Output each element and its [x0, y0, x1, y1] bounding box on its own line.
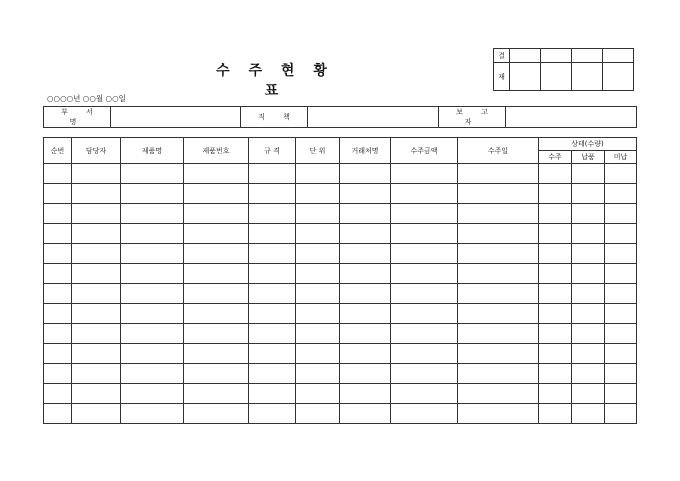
table-cell[interactable] — [572, 364, 605, 384]
table-cell[interactable] — [249, 304, 296, 324]
table-cell[interactable] — [605, 204, 637, 224]
table-cell[interactable] — [539, 164, 572, 184]
table-cell[interactable] — [72, 404, 121, 424]
table-cell[interactable] — [296, 344, 340, 364]
table-cell[interactable] — [121, 184, 184, 204]
table-cell[interactable] — [44, 404, 72, 424]
table-cell[interactable] — [121, 304, 184, 324]
table-cell[interactable] — [184, 224, 249, 244]
table-cell[interactable] — [121, 204, 184, 224]
table-cell[interactable] — [391, 184, 458, 204]
dept-field[interactable] — [111, 107, 241, 128]
table-cell[interactable] — [572, 184, 605, 204]
header-client: 거래처명 — [340, 138, 391, 164]
header-manager: 담당자 — [72, 138, 121, 164]
table-cell[interactable] — [44, 164, 72, 184]
table-cell[interactable] — [572, 304, 605, 324]
table-cell[interactable] — [605, 224, 637, 244]
table-cell[interactable] — [72, 164, 121, 184]
table-cell[interactable] — [605, 284, 637, 304]
table-cell[interactable] — [296, 324, 340, 344]
header-no: 순번 — [44, 138, 72, 164]
header-unit: 단 위 — [296, 138, 340, 164]
position-label: 직 책 — [241, 107, 308, 128]
table-cell[interactable] — [605, 384, 637, 404]
table-cell[interactable] — [391, 304, 458, 324]
dept-label: 부 서 명 — [44, 107, 111, 128]
table-cell[interactable] — [340, 324, 391, 344]
table-cell[interactable] — [458, 284, 539, 304]
header-status-order: 수주 — [539, 151, 572, 164]
table-cell[interactable] — [249, 264, 296, 284]
table-cell[interactable] — [184, 304, 249, 324]
table-cell[interactable] — [44, 184, 72, 204]
table-cell[interactable] — [249, 384, 296, 404]
table-cell[interactable] — [296, 244, 340, 264]
table-row — [44, 184, 637, 204]
table-cell[interactable] — [539, 364, 572, 384]
header-spec: 규 격 — [249, 138, 296, 164]
table-row — [44, 344, 637, 364]
table-cell[interactable] — [340, 384, 391, 404]
document-title: 수 주 현 황 표 — [216, 63, 334, 99]
table-cell[interactable] — [72, 224, 121, 244]
table-row — [44, 164, 637, 184]
table-cell[interactable] — [340, 284, 391, 304]
table-row — [44, 264, 637, 284]
table-cell[interactable] — [184, 244, 249, 264]
table-cell[interactable] — [605, 404, 637, 424]
position-field[interactable] — [308, 107, 439, 128]
table-cell[interactable] — [72, 264, 121, 284]
table-row — [44, 364, 637, 384]
table-row — [44, 384, 637, 404]
table-cell[interactable] — [72, 184, 121, 204]
table-cell[interactable] — [605, 344, 637, 364]
table-cell[interactable] — [391, 244, 458, 264]
table-cell[interactable] — [249, 404, 296, 424]
table-cell[interactable] — [296, 404, 340, 424]
table-cell[interactable] — [44, 244, 72, 264]
approval-head-cell[interactable] — [603, 49, 634, 63]
approval-sign-cell[interactable] — [510, 63, 541, 91]
table-cell[interactable] — [249, 284, 296, 304]
table-cell[interactable] — [121, 404, 184, 424]
table-cell[interactable] — [121, 264, 184, 284]
table-cell[interactable] — [44, 284, 72, 304]
table-cell[interactable] — [572, 384, 605, 404]
table-cell[interactable] — [340, 364, 391, 384]
table-cell[interactable] — [44, 304, 72, 324]
table-cell[interactable] — [340, 204, 391, 224]
table-cell[interactable] — [539, 244, 572, 264]
table-row — [44, 244, 637, 264]
table-cell[interactable] — [296, 384, 340, 404]
table-cell[interactable] — [184, 164, 249, 184]
table-cell[interactable] — [605, 264, 637, 284]
table-cell[interactable] — [296, 204, 340, 224]
table-cell[interactable] — [605, 364, 637, 384]
table-cell[interactable] — [391, 164, 458, 184]
table-cell[interactable] — [121, 164, 184, 184]
table-cell[interactable] — [539, 384, 572, 404]
table-cell[interactable] — [44, 224, 72, 244]
table-cell[interactable] — [391, 384, 458, 404]
table-cell[interactable] — [44, 384, 72, 404]
table-cell[interactable] — [72, 324, 121, 344]
document-date: ○○○○년 ○○월 ○○일 — [47, 94, 126, 103]
table-cell[interactable] — [391, 364, 458, 384]
table-row — [44, 204, 637, 224]
approval-box — [493, 48, 634, 91]
table-cell[interactable] — [72, 384, 121, 404]
table-cell[interactable] — [391, 324, 458, 344]
approval-sign-cell[interactable] — [603, 63, 634, 91]
header-product-name: 제품명 — [121, 138, 184, 164]
table-cell[interactable] — [121, 344, 184, 364]
table-cell[interactable] — [249, 224, 296, 244]
table-cell[interactable] — [458, 324, 539, 344]
table-cell[interactable] — [184, 264, 249, 284]
table-body — [44, 164, 637, 424]
table-cell[interactable] — [458, 204, 539, 224]
table-cell[interactable] — [340, 184, 391, 204]
table-cell[interactable] — [249, 344, 296, 364]
table-cell[interactable] — [249, 184, 296, 204]
table-cell[interactable] — [44, 264, 72, 284]
approval-label-top: 결 — [494, 49, 510, 63]
table-cell[interactable] — [184, 324, 249, 344]
table-cell[interactable] — [458, 164, 539, 184]
table-cell[interactable] — [572, 204, 605, 224]
table-cell[interactable] — [391, 284, 458, 304]
table-cell[interactable] — [184, 204, 249, 224]
table-cell[interactable] — [184, 284, 249, 304]
table-cell[interactable] — [184, 404, 249, 424]
table-cell[interactable] — [458, 404, 539, 424]
table-cell[interactable] — [539, 404, 572, 424]
table-cell[interactable] — [44, 324, 72, 344]
table-cell[interactable] — [184, 384, 249, 404]
table-cell[interactable] — [184, 364, 249, 384]
table-cell[interactable] — [296, 224, 340, 244]
table-cell[interactable] — [605, 244, 637, 264]
table-row — [44, 404, 637, 424]
table-cell[interactable] — [44, 204, 72, 224]
table-cell[interactable] — [391, 264, 458, 284]
order-status-table — [43, 137, 637, 424]
approval-head-cell[interactable] — [541, 49, 572, 63]
table-cell[interactable] — [458, 384, 539, 404]
table-cell[interactable] — [605, 304, 637, 324]
table-row — [44, 304, 637, 324]
table-cell[interactable] — [458, 224, 539, 244]
table-cell[interactable] — [572, 344, 605, 364]
table-cell[interactable] — [340, 224, 391, 244]
table-cell[interactable] — [340, 244, 391, 264]
table-cell[interactable] — [539, 284, 572, 304]
table-cell[interactable] — [539, 224, 572, 244]
table-row — [44, 224, 637, 244]
header-status-delivered: 납품 — [572, 151, 605, 164]
table-cell[interactable] — [296, 264, 340, 284]
approval-head-cell[interactable] — [572, 49, 603, 63]
table-cell[interactable] — [458, 364, 539, 384]
table-cell[interactable] — [572, 404, 605, 424]
table-cell[interactable] — [249, 204, 296, 224]
table-cell[interactable] — [539, 184, 572, 204]
table-cell[interactable] — [340, 304, 391, 324]
table-cell[interactable] — [121, 244, 184, 264]
table-cell[interactable] — [72, 304, 121, 324]
table-cell[interactable] — [44, 364, 72, 384]
table-cell[interactable] — [72, 364, 121, 384]
approval-head-cell[interactable] — [510, 49, 541, 63]
table-cell[interactable] — [72, 244, 121, 264]
table-cell[interactable] — [539, 264, 572, 284]
header-product-no: 제품번호 — [184, 138, 249, 164]
table-cell[interactable] — [296, 164, 340, 184]
table-cell[interactable] — [296, 304, 340, 324]
approval-sign-cell[interactable] — [541, 63, 572, 91]
table-cell[interactable] — [458, 184, 539, 204]
table-cell[interactable] — [249, 244, 296, 264]
table-cell[interactable] — [605, 184, 637, 204]
table-cell[interactable] — [121, 364, 184, 384]
table-cell[interactable] — [296, 184, 340, 204]
table-cell[interactable] — [121, 284, 184, 304]
table-cell[interactable] — [249, 324, 296, 344]
table-cell[interactable] — [572, 264, 605, 284]
table-cell[interactable] — [605, 164, 637, 184]
info-table — [43, 106, 637, 128]
table-cell[interactable] — [340, 344, 391, 364]
table-cell[interactable] — [539, 204, 572, 224]
table-cell[interactable] — [539, 324, 572, 344]
table-cell[interactable] — [340, 164, 391, 184]
table-cell[interactable] — [72, 204, 121, 224]
table-cell[interactable] — [539, 304, 572, 324]
table-cell[interactable] — [72, 344, 121, 364]
table-cell[interactable] — [340, 264, 391, 284]
table-cell[interactable] — [184, 184, 249, 204]
table-cell[interactable] — [572, 164, 605, 184]
table-cell[interactable] — [121, 384, 184, 404]
table-cell[interactable] — [572, 324, 605, 344]
table-cell[interactable] — [458, 304, 539, 324]
table-cell[interactable] — [458, 244, 539, 264]
table-cell[interactable] — [184, 344, 249, 364]
table-cell[interactable] — [391, 344, 458, 364]
table-cell[interactable] — [605, 324, 637, 344]
table-cell[interactable] — [458, 344, 539, 364]
table-cell[interactable] — [391, 204, 458, 224]
reporter-field[interactable] — [506, 107, 637, 128]
table-cell[interactable] — [296, 364, 340, 384]
approval-sign-cell[interactable] — [572, 63, 603, 91]
table-cell[interactable] — [572, 244, 605, 264]
table-cell[interactable] — [458, 264, 539, 284]
header-status-pending: 미납 — [605, 151, 637, 164]
table-cell[interactable] — [72, 284, 121, 304]
approval-label-bottom: 재 — [494, 63, 510, 91]
table-cell[interactable] — [572, 224, 605, 244]
header-status: 상태(수량) — [539, 138, 637, 151]
table-cell[interactable] — [249, 364, 296, 384]
table-row — [44, 324, 637, 344]
table-row — [44, 284, 637, 304]
table-cell[interactable] — [249, 164, 296, 184]
header-order-date: 수주일 — [458, 138, 539, 164]
table-cell[interactable] — [572, 284, 605, 304]
reporter-label: 보 고 자 — [439, 107, 506, 128]
table-cell[interactable] — [340, 404, 391, 424]
table-cell[interactable] — [121, 324, 184, 344]
table-cell[interactable] — [44, 344, 72, 364]
table-cell[interactable] — [391, 404, 458, 424]
header-amount: 수주금액 — [391, 138, 458, 164]
table-cell[interactable] — [121, 224, 184, 244]
table-cell[interactable] — [539, 344, 572, 364]
table-cell[interactable] — [391, 224, 458, 244]
table-cell[interactable] — [296, 284, 340, 304]
